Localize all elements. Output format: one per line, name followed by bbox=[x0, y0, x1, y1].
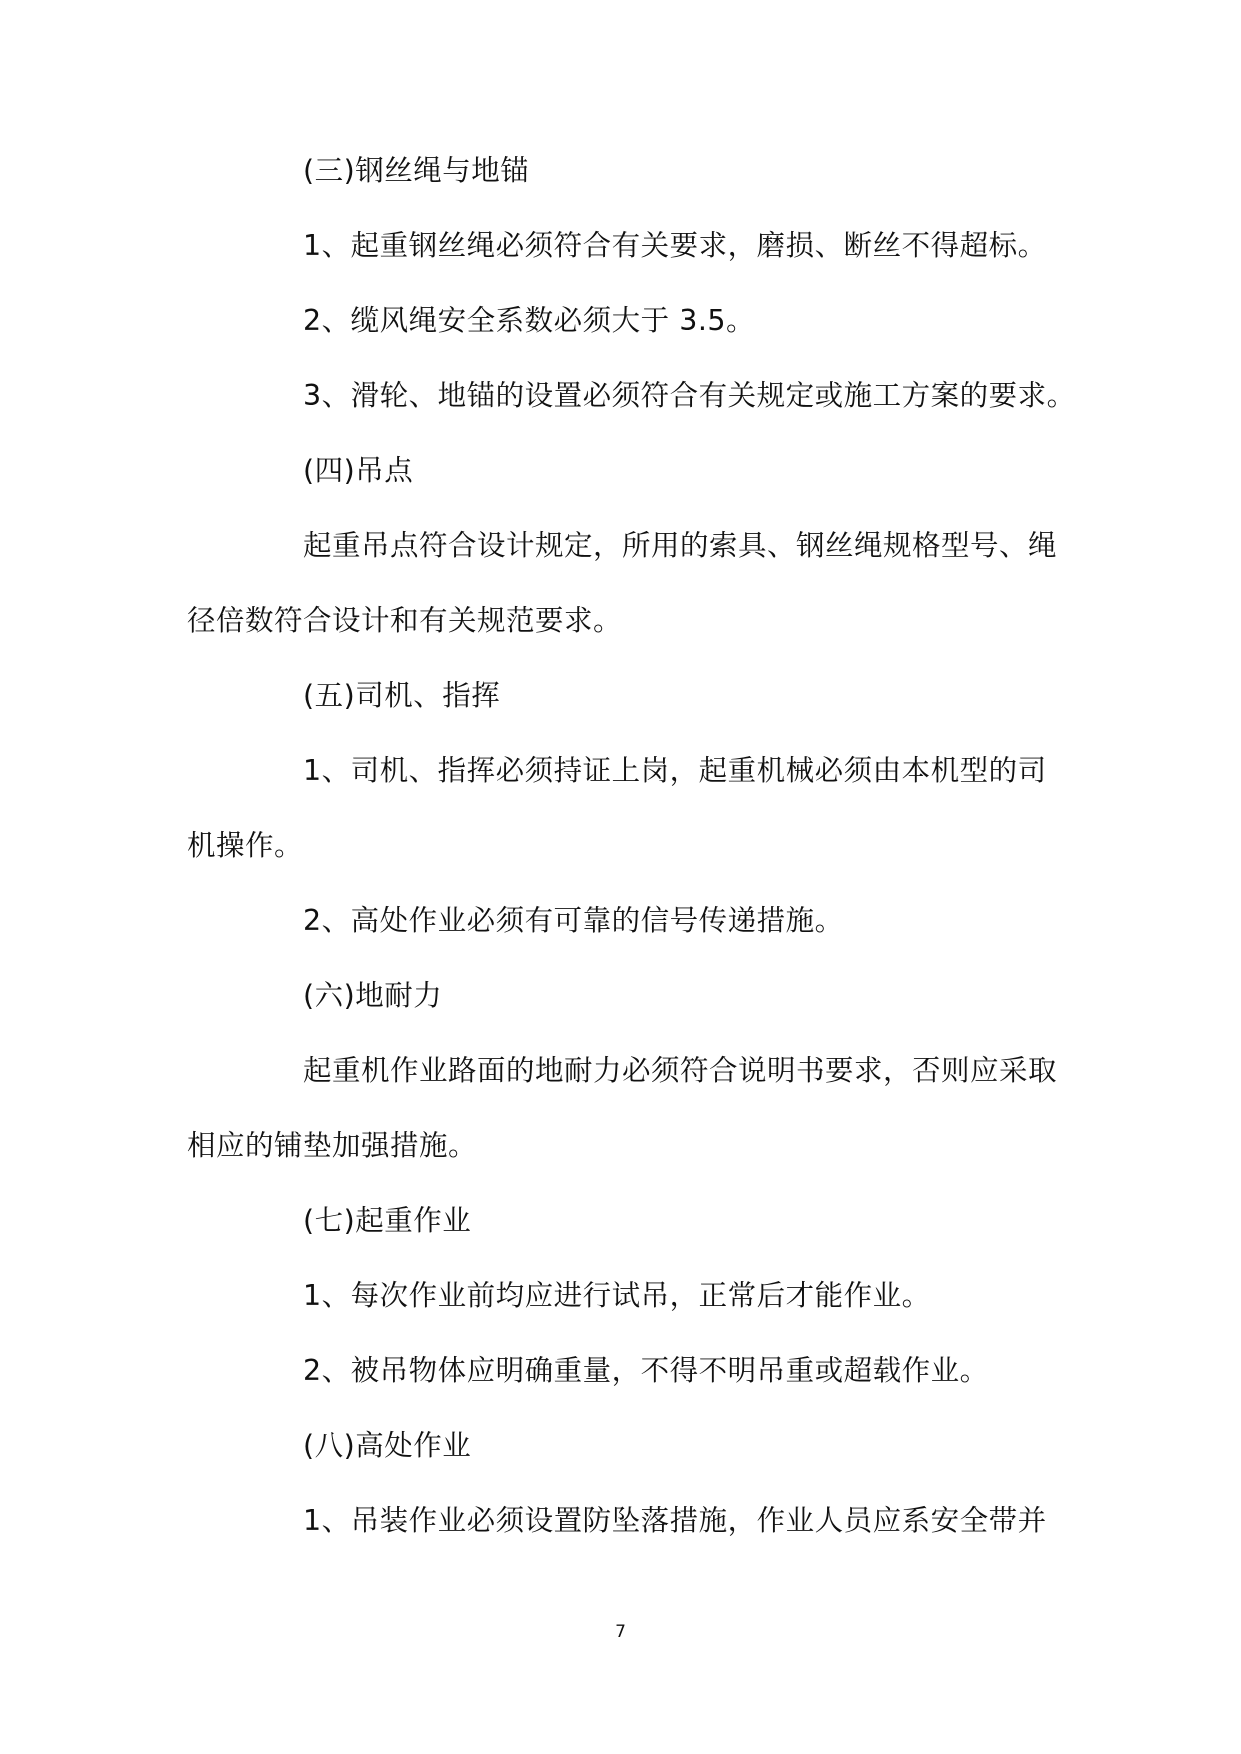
section-heading: (五)司机、指挥 bbox=[303, 679, 501, 712]
section-heading: (六)地耐力 bbox=[303, 979, 443, 1012]
paragraph-line: 起重吊点符合设计规定，所用的索具、钢丝绳规格型号、绳 bbox=[303, 529, 1058, 562]
section-heading: (七)起重作业 bbox=[303, 1204, 472, 1237]
section-heading: (三)钢丝绳与地锚 bbox=[303, 154, 530, 187]
list-item: 2、高处作业必须有可靠的信号传递措施。 bbox=[303, 904, 844, 937]
list-item: 1、每次作业前均应进行试吊，正常后才能作业。 bbox=[303, 1279, 931, 1312]
paragraph-line: 径倍数符合设计和有关规范要求。 bbox=[187, 604, 623, 637]
page-number: 7 bbox=[615, 1622, 626, 1642]
list-item: 3、滑轮、地锚的设置必须符合有关规定或施工方案的要求。 bbox=[303, 379, 1076, 412]
paragraph-line: 机操作。 bbox=[187, 829, 304, 862]
section-heading: (八)高处作业 bbox=[303, 1429, 472, 1462]
list-item: 1、起重钢丝绳必须符合有关要求，磨损、断丝不得超标。 bbox=[303, 229, 1047, 262]
list-item: 2、被吊物体应明确重量，不得不明吊重或超载作业。 bbox=[303, 1354, 989, 1387]
paragraph-line: 相应的铺垫加强措施。 bbox=[187, 1129, 478, 1162]
list-item: 1、吊装作业必须设置防坠落措施，作业人员应系安全带并 bbox=[303, 1504, 1047, 1537]
list-item: 1、司机、指挥必须持证上岗，起重机械必须由本机型的司 bbox=[303, 754, 1047, 787]
list-item: 2、缆风绳安全系数必须大于 3.5。 bbox=[303, 304, 756, 337]
paragraph-line: 起重机作业路面的地耐力必须符合说明书要求，否则应采取 bbox=[303, 1054, 1058, 1087]
section-heading: (四)吊点 bbox=[303, 454, 414, 487]
